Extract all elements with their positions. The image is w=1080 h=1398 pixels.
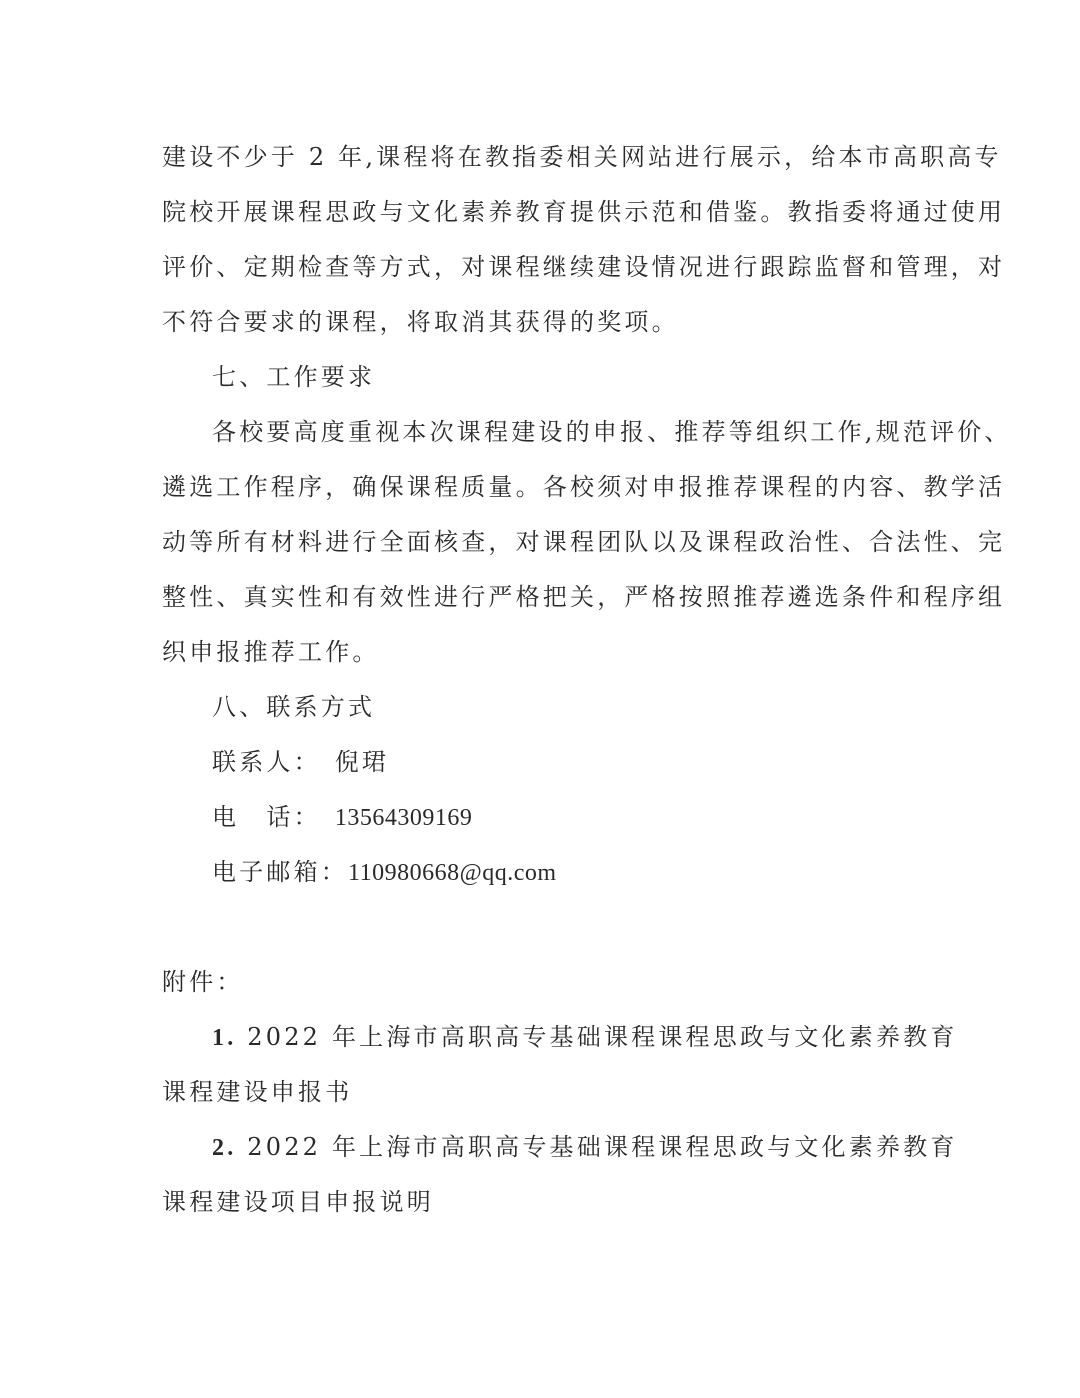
attachment-title: 2022 年上海市高职高专基础课程课程思政与文化素养教育 [247,1133,958,1161]
attachments-label: 附件： [162,968,244,996]
email-row [212,857,972,888]
attachment-title-cont: 课程建设申报书 [162,1078,353,1106]
paragraph-line: 整性、真实性和有效性进行严格把关，严格按照推荐遴选条件和程序组 [162,583,1006,611]
attachment-item-1 [212,1022,972,1053]
email-value[interactable]: 110980668@qq.com [348,860,557,886]
paragraph-line: 织申报推荐工作。 [162,638,380,666]
paragraph-line: 遴选工作程序，确保课程质量。各校须对申报推荐课程的内容、教学活 [162,473,1006,501]
section-heading-contact: 八、联系方式 [212,693,376,721]
attachment-number: 2. [212,1135,237,1161]
contact-label: 联系人： [212,748,321,776]
phone-label: 电 话： [212,803,321,831]
section-heading-work-requirements: 七、工作要求 [212,363,376,391]
paragraph-line: 院校开展课程思政与文化素养教育提供示范和借鉴。教指委将通过使用 [162,198,1006,226]
paragraph-line: 各校要高度重视本次课程建设的申报、推荐等组织工作,规范评价、 [212,418,1012,446]
attachment-item-2 [212,1132,972,1163]
paragraph-line: 评价、定期检查等方式，对课程继续建设情况进行跟踪监督和管理，对 [162,253,1006,281]
attachment-title-cont: 课程建设项目申报说明 [162,1188,434,1216]
contact-person-row [212,747,972,777]
attachment-title: 2022 年上海市高职高专基础课程课程思政与文化素养教育 [247,1023,958,1051]
phone-value: 13564309169 [334,805,473,831]
email-label: 电子邮箱： [212,858,348,886]
paragraph-line: 动等所有材料进行全面核查，对课程团队以及课程政治性、合法性、完 [162,528,1006,556]
paragraph-line: 建设不少于 2 年,课程将在教指委相关网站进行展示，给本市高职高专 [162,143,1002,171]
paragraph-line: 不符合要求的课程，将取消其获得的奖项。 [162,308,679,336]
phone-row [212,802,972,833]
attachment-number: 1. [212,1025,237,1051]
contact-value: 倪珺 [334,748,390,776]
